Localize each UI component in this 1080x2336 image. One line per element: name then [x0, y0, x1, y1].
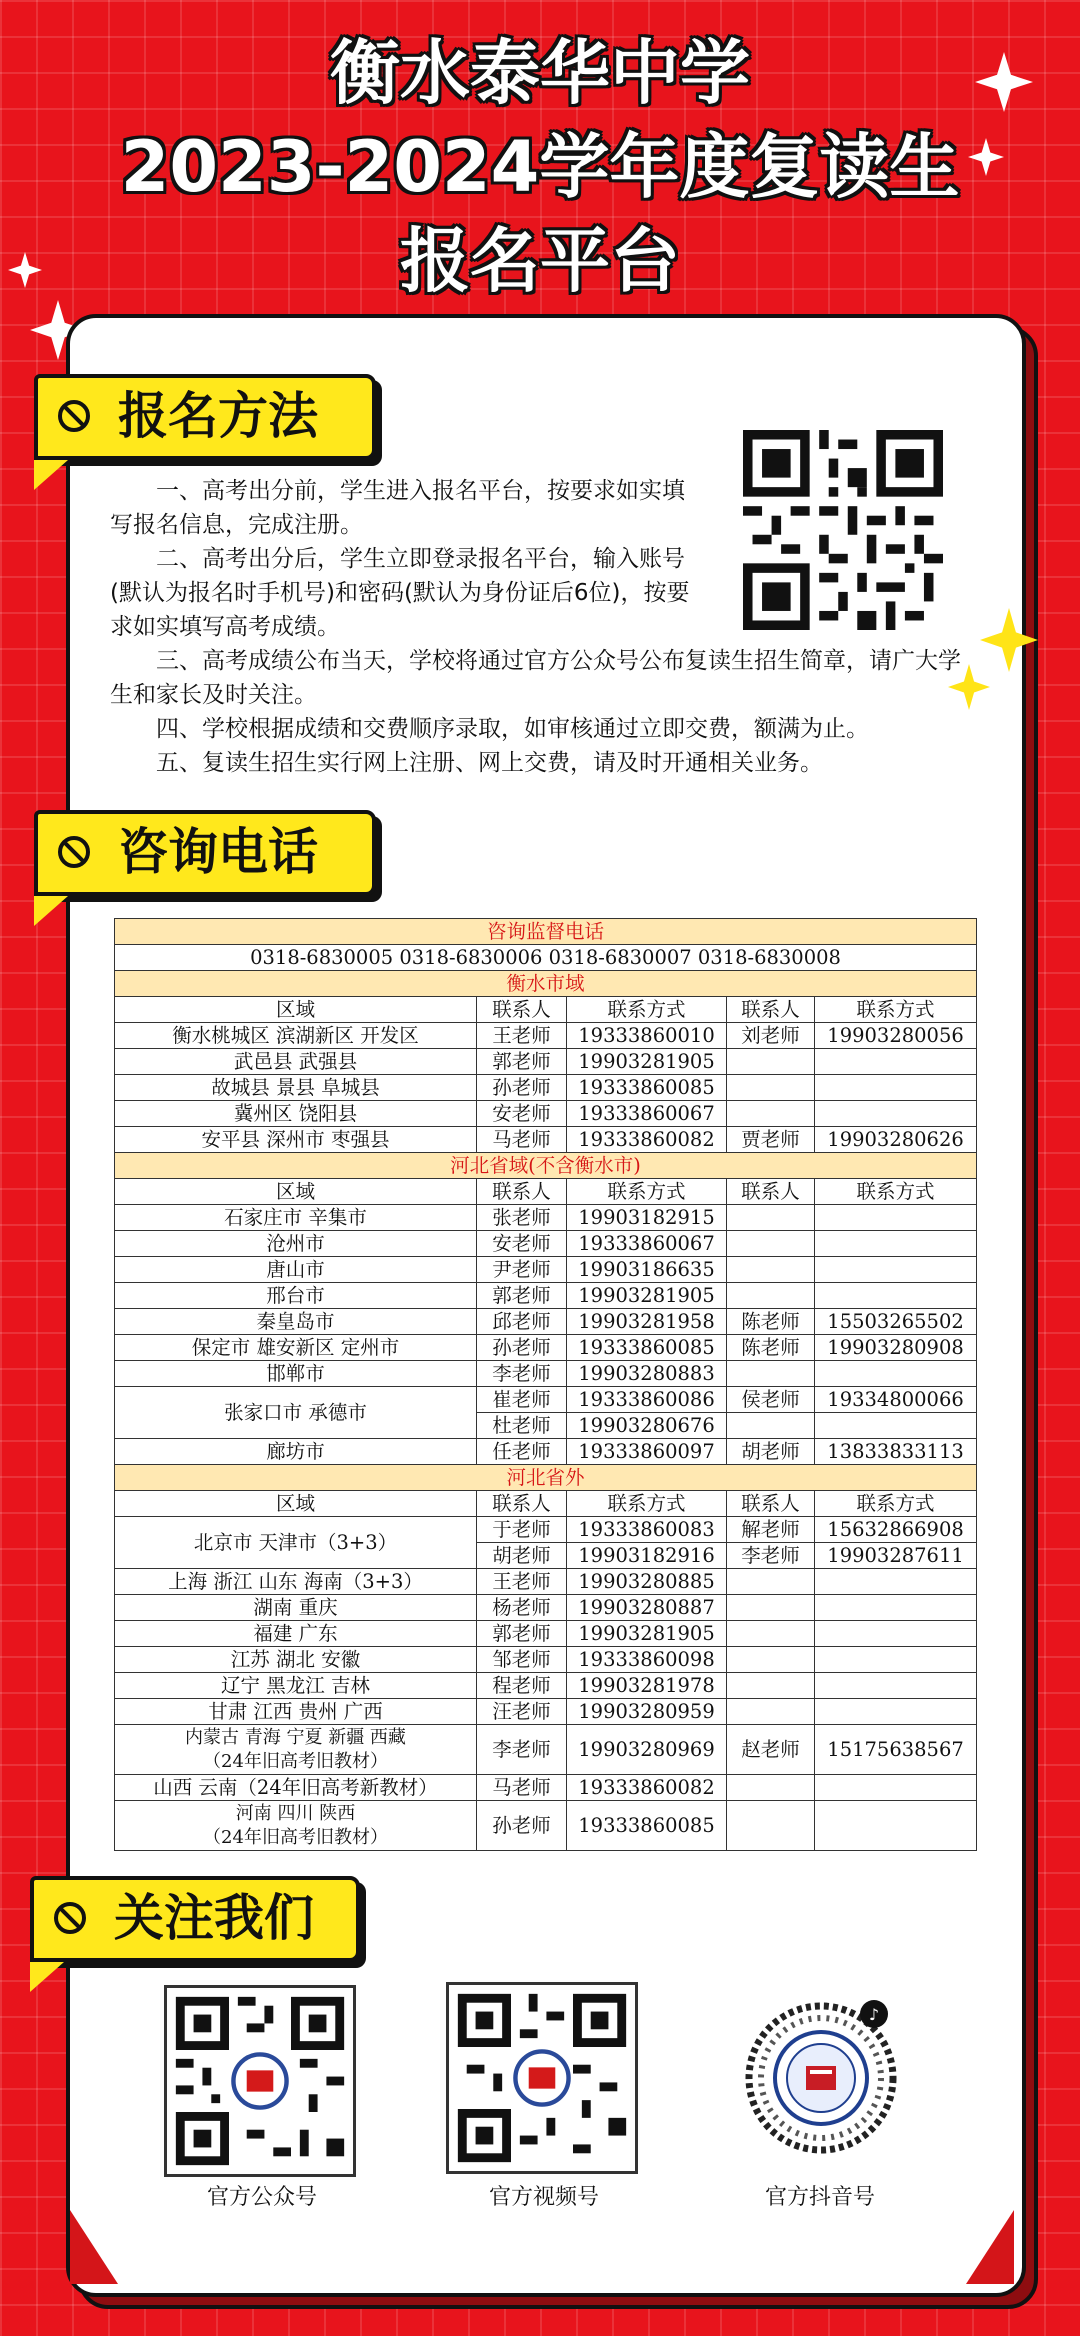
douyin-qr-code[interactable] [736, 1990, 906, 2160]
table-header-row [115, 1491, 977, 1517]
section-band: 河北省域(不含衡水市) [115, 1153, 977, 1179]
video-qr-code[interactable] [446, 1982, 638, 2174]
table-cell: 联系方式 [567, 1491, 727, 1517]
table-row [115, 1647, 977, 1673]
table-cell [727, 1595, 815, 1621]
table-cell: 武邑县 武强县 [115, 1049, 477, 1075]
section-title-follow: 关注我们 [114, 1889, 314, 1947]
table-cell: 李老师 [477, 1725, 567, 1775]
table-cell: 尹老师 [477, 1257, 567, 1283]
table-cell [815, 1231, 977, 1257]
table-cell: 石家庄市 辛集市 [115, 1205, 477, 1231]
section-header-follow [30, 1876, 360, 1962]
table-cell: 区域 [115, 1179, 477, 1205]
table-row [115, 1569, 977, 1595]
section-header-method [34, 374, 376, 460]
table-cell: 邱老师 [477, 1309, 567, 1335]
table-cell: 19903287611 [815, 1543, 977, 1569]
section-band: 河北省外 [115, 1465, 977, 1491]
table-cell [727, 1775, 815, 1801]
table-cell: 胡老师 [727, 1439, 815, 1465]
page-title [0, 26, 1080, 308]
table-row [115, 1801, 977, 1851]
table-cell: 郭老师 [477, 1049, 567, 1075]
table-cell: 19333860085 [567, 1335, 727, 1361]
wechat-qr-code[interactable] [164, 1985, 356, 2177]
table-cell [815, 1257, 977, 1283]
table-row [115, 1205, 977, 1231]
table-row [115, 1283, 977, 1309]
card-corner-decor [966, 2210, 1014, 2284]
supervise-title: 咨询监督电话 [115, 919, 977, 945]
table-cell: 联系人 [477, 1179, 567, 1205]
table-cell: 联系方式 [815, 1179, 977, 1205]
table-cell: 孙老师 [477, 1075, 567, 1101]
table-cell [727, 1801, 815, 1851]
table-header-row [115, 997, 977, 1023]
table-cell: 19903280883 [567, 1361, 727, 1387]
table-cell: 山西 云南（24年旧高考新教材） [115, 1775, 477, 1801]
table-cell: 19903281905 [567, 1283, 727, 1309]
table-cell: 胡老师 [477, 1543, 567, 1569]
circle-slash-icon [54, 1902, 86, 1934]
table-row [115, 1517, 977, 1543]
table-cell: 郭老师 [477, 1283, 567, 1309]
table-cell [815, 1569, 977, 1595]
table-cell: 19903280885 [567, 1569, 727, 1595]
table-row [115, 1699, 977, 1725]
table-cell: 15175638567 [815, 1725, 977, 1775]
table-cell: 15503265502 [815, 1309, 977, 1335]
table-cell: 马老师 [477, 1775, 567, 1801]
table-cell: 程老师 [477, 1673, 567, 1699]
table-cell: 秦皇岛市 [115, 1309, 477, 1335]
table-cell [727, 1621, 815, 1647]
table-cell: 侯老师 [727, 1387, 815, 1413]
table-row [115, 1361, 977, 1387]
table-cell: 19903186635 [567, 1257, 727, 1283]
table-cell: 19903280887 [567, 1595, 727, 1621]
title-line-year: 2023-2024学年度复读生 [120, 126, 960, 208]
label-douyin: 官方抖音号 [764, 2185, 875, 2210]
method-item-1: 一、高考出分前，学生进入报名平台，按要求如实填写报名信息，完成注册。 [110, 478, 685, 538]
table-cell: 联系人 [477, 1491, 567, 1517]
table-cell: 19903280676 [567, 1413, 727, 1439]
table-cell [727, 1673, 815, 1699]
table-cell: 19903280908 [815, 1335, 977, 1361]
table-cell [815, 1361, 977, 1387]
table-cell: 19333860085 [567, 1801, 727, 1851]
table-cell: 辽宁 黑龙江 吉林 [115, 1673, 477, 1699]
supervise-numbers: 0318-6830005 0318-6830006 0318-6830007 0318-6830008 [115, 945, 977, 971]
table-cell: 联系方式 [815, 997, 977, 1023]
label-wechat: 官方公众号 [206, 2185, 317, 2210]
table-cell [815, 1049, 977, 1075]
table-cell: 河南 四川 陕西 （24年旧高考旧教材） [115, 1801, 477, 1851]
table-cell [727, 1699, 815, 1725]
table-cell: 江苏 湖北 安徽 [115, 1647, 477, 1673]
table-row [115, 1621, 977, 1647]
table-cell: 唐山市 [115, 1257, 477, 1283]
table-cell: 保定市 雄安新区 定州市 [115, 1335, 477, 1361]
table-cell [727, 1205, 815, 1231]
table-cell: 19903182915 [567, 1205, 727, 1231]
table-cell: 贾老师 [727, 1127, 815, 1153]
table-cell [815, 1673, 977, 1699]
table-cell [815, 1801, 977, 1851]
table-cell: 邢台市 [115, 1283, 477, 1309]
table-cell: 故城县 景县 阜城县 [115, 1075, 477, 1101]
section-header-phone [34, 810, 376, 896]
table-cell: 13833833113 [815, 1439, 977, 1465]
table-cell: 19903182916 [567, 1543, 727, 1569]
table-cell [815, 1699, 977, 1725]
table-row [115, 1049, 977, 1075]
table-cell: 19903281905 [567, 1621, 727, 1647]
table-row [115, 1231, 977, 1257]
table-header-row [115, 1179, 977, 1205]
table-cell: 赵老师 [727, 1725, 815, 1775]
table-row [115, 1309, 977, 1335]
table-cell: 联系人 [477, 997, 567, 1023]
table-cell: 联系人 [727, 997, 815, 1023]
table-cell: 19333860067 [567, 1231, 727, 1257]
table-cell: 联系方式 [567, 997, 727, 1023]
circle-slash-icon [58, 836, 90, 868]
card-corner-decor [70, 2210, 118, 2284]
table-cell: 19333860082 [567, 1127, 727, 1153]
table-row [115, 1075, 977, 1101]
table-cell: 19333860097 [567, 1439, 727, 1465]
table-cell: 马老师 [477, 1127, 567, 1153]
table-row [115, 1595, 977, 1621]
table-cell: 崔老师 [477, 1387, 567, 1413]
table-row [115, 1023, 977, 1049]
table-cell: 联系方式 [567, 1179, 727, 1205]
table-cell: 甘肃 江西 贵州 广西 [115, 1699, 477, 1725]
table-cell: 陈老师 [727, 1335, 815, 1361]
table-cell [727, 1231, 815, 1257]
table-row [115, 1725, 977, 1775]
table-cell: 王老师 [477, 1569, 567, 1595]
table-cell: 19333860083 [567, 1517, 727, 1543]
table-cell: 福建 广东 [115, 1621, 477, 1647]
table-cell: 19903280959 [567, 1699, 727, 1725]
table-cell: 19333860085 [567, 1075, 727, 1101]
contact-table [114, 918, 977, 1851]
table-cell: 邹老师 [477, 1647, 567, 1673]
table-cell: 安平县 深州市 枣强县 [115, 1127, 477, 1153]
section-title-phone: 咨询电话 [118, 823, 318, 881]
table-cell: 刘老师 [727, 1023, 815, 1049]
section-title-method: 报名方法 [118, 387, 318, 445]
table-cell: 安老师 [477, 1231, 567, 1257]
table-cell: 19333860086 [567, 1387, 727, 1413]
table-cell [815, 1205, 977, 1231]
label-video: 官方视频号 [488, 2185, 599, 2210]
table-cell: 15632866908 [815, 1517, 977, 1543]
table-cell: 区域 [115, 1491, 477, 1517]
table-row [115, 1127, 977, 1153]
table-cell: 19333860098 [567, 1647, 727, 1673]
method-text [110, 474, 980, 780]
table-cell [727, 1647, 815, 1673]
table-cell: 衡水桃城区 滨湖新区 开发区 [115, 1023, 477, 1049]
table-cell [727, 1075, 815, 1101]
table-cell [815, 1775, 977, 1801]
table-cell: 陈老师 [727, 1309, 815, 1335]
table-cell: 19334800066 [815, 1387, 977, 1413]
table-cell: 区域 [115, 997, 477, 1023]
title-line-school: 衡水泰华中学 [330, 32, 750, 114]
table-cell: 19903281905 [567, 1049, 727, 1075]
table-cell [727, 1283, 815, 1309]
table-cell: 郭老师 [477, 1621, 567, 1647]
table-cell: 19903281958 [567, 1309, 727, 1335]
table-cell: 联系方式 [815, 1491, 977, 1517]
table-cell [815, 1647, 977, 1673]
table-cell: 孙老师 [477, 1801, 567, 1851]
table-cell: 冀州区 饶阳县 [115, 1101, 477, 1127]
table-cell [727, 1569, 815, 1595]
table-cell: 孙老师 [477, 1335, 567, 1361]
table-cell: 杜老师 [477, 1413, 567, 1439]
svg-text:♪: ♪ [868, 2005, 880, 2024]
table-cell: 张老师 [477, 1205, 567, 1231]
table-cell: 汪老师 [477, 1699, 567, 1725]
method-item-5: 五、复读生招生实行网上注册、网上交费，请及时开通相关业务。 [156, 750, 823, 776]
section-band: 衡水市域 [115, 971, 977, 997]
table-cell: 沧州市 [115, 1231, 477, 1257]
table-cell: 任老师 [477, 1439, 567, 1465]
table-cell [815, 1101, 977, 1127]
table-cell [815, 1595, 977, 1621]
table-cell: 19333860010 [567, 1023, 727, 1049]
table-cell: 安老师 [477, 1101, 567, 1127]
table-cell: 邯郸市 [115, 1361, 477, 1387]
table-cell [727, 1361, 815, 1387]
table-row [115, 1257, 977, 1283]
table-cell [727, 1101, 815, 1127]
table-cell: 北京市 天津市（3+3） [115, 1517, 477, 1569]
table-cell: 廊坊市 [115, 1439, 477, 1465]
table-cell: 李老师 [477, 1361, 567, 1387]
table-cell: 19903280626 [815, 1127, 977, 1153]
title-line-platform: 报名平台 [400, 220, 680, 302]
table-cell [727, 1257, 815, 1283]
table-cell: 李老师 [727, 1543, 815, 1569]
table-cell: 杨老师 [477, 1595, 567, 1621]
table-row [115, 1101, 977, 1127]
table-cell [815, 1413, 977, 1439]
table-cell: 湖南 重庆 [115, 1595, 477, 1621]
table-cell [727, 1413, 815, 1439]
table-cell: 联系人 [727, 1179, 815, 1205]
table-cell: 内蒙古 青海 宁夏 新疆 西藏 （24年旧高考旧教材） [115, 1725, 477, 1775]
table-cell [815, 1283, 977, 1309]
table-cell: 19333860067 [567, 1101, 727, 1127]
table-row [115, 1387, 977, 1413]
table-row [115, 1775, 977, 1801]
method-item-4: 四、学校根据成绩和交费顺序录取，如审核通过立即交费，额满为止。 [156, 716, 869, 742]
circle-slash-icon [58, 400, 90, 432]
table-cell [727, 1049, 815, 1075]
table-cell: 联系人 [727, 1491, 815, 1517]
table-cell: 解老师 [727, 1517, 815, 1543]
table-cell [815, 1075, 977, 1101]
method-item-2: 二、高考出分后，学生立即登录报名平台，输入账号(默认为报名时手机号)和密码(默认为身份证后6位)，按要求如实填写高考成绩。 [110, 546, 690, 640]
table-cell: 19333860082 [567, 1775, 727, 1801]
table-row [115, 1673, 977, 1699]
table-cell: 19903280056 [815, 1023, 977, 1049]
table-cell: 于老师 [477, 1517, 567, 1543]
method-item-3: 三、高考成绩公布当天，学校将通过官方公众号公布复读生招生简章，请广大学生和家长及时关注。 [110, 648, 961, 708]
table-cell: 张家口市 承德市 [115, 1387, 477, 1439]
table-cell: 上海 浙江 山东 海南（3+3） [115, 1569, 477, 1595]
table-cell: 19903280969 [567, 1725, 727, 1775]
table-cell: 王老师 [477, 1023, 567, 1049]
table-cell [815, 1621, 977, 1647]
table-cell: 19903281978 [567, 1673, 727, 1699]
table-row [115, 1439, 977, 1465]
table-row [115, 1335, 977, 1361]
